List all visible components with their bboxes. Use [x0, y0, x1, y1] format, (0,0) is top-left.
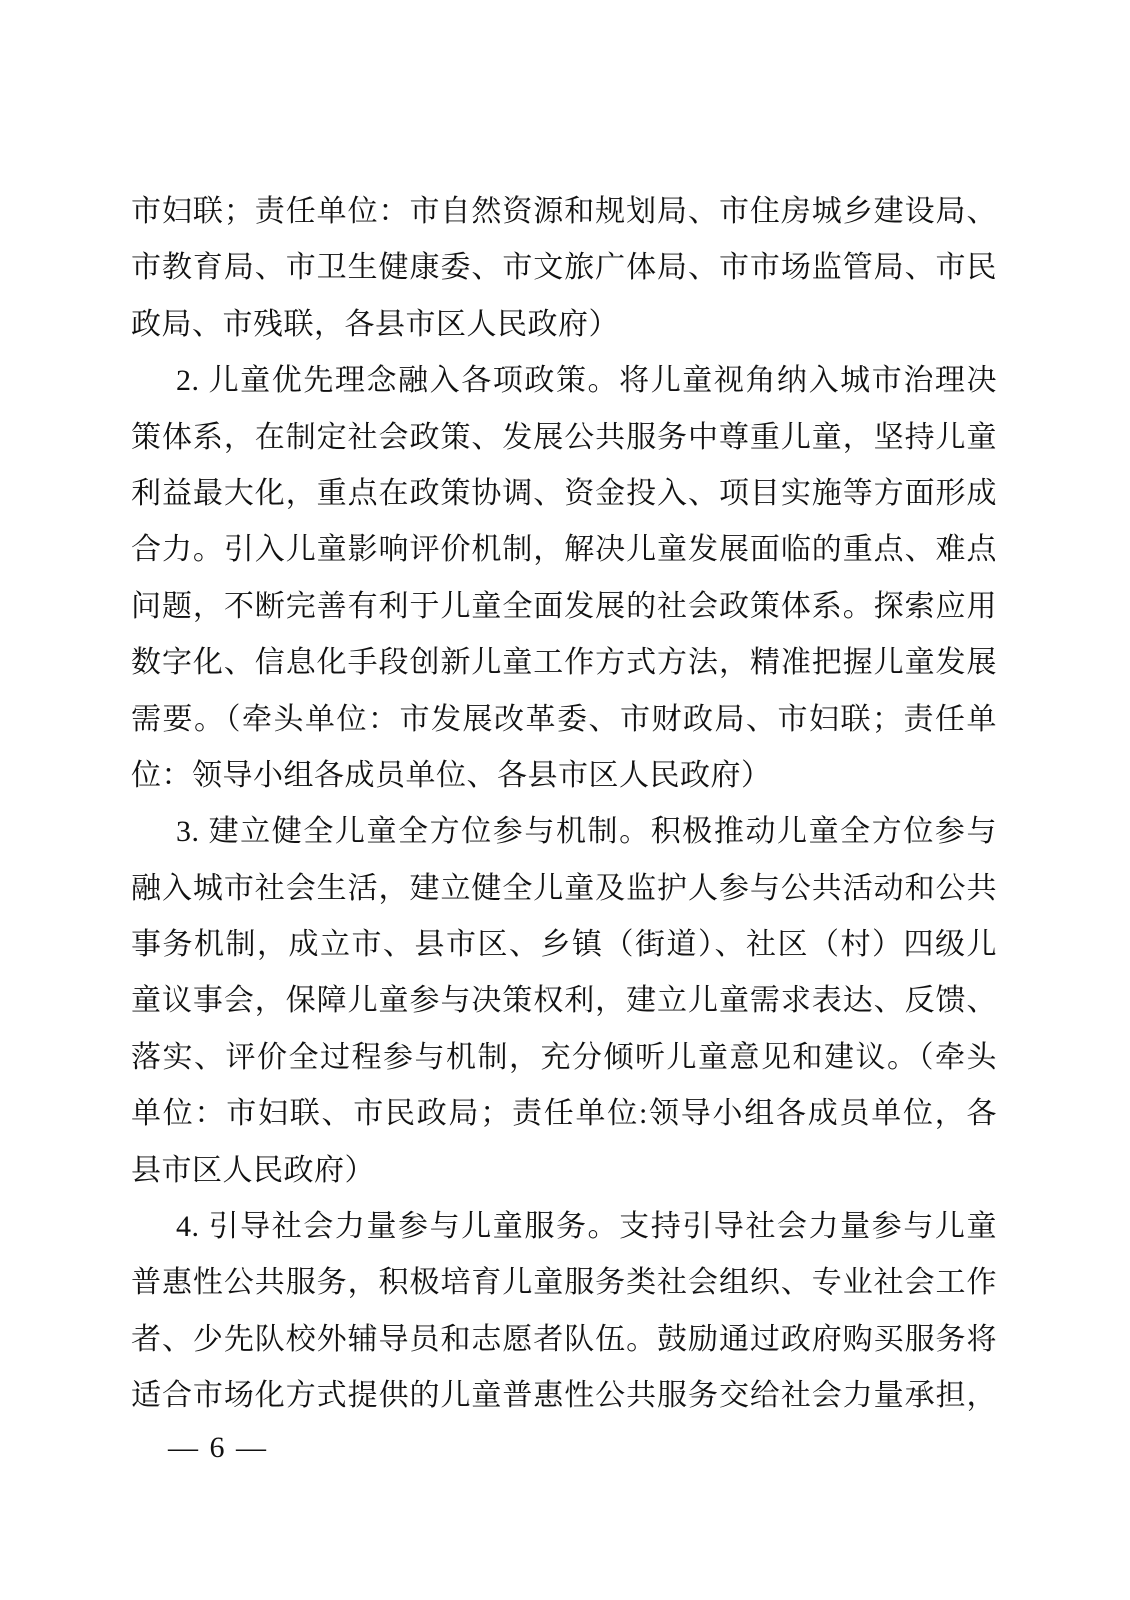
page-number: — 6 — — [168, 1431, 268, 1464]
document-line: 者、少先队校外辅导员和志愿者队伍。鼓励通过政府购买服务将 — [131, 1322, 997, 1356]
document-line: 市妇联；责任单位：市自然资源和规划局、市住房城乡建设局、 — [131, 195, 997, 228]
document-line: 数字化、信息化手段创新儿童工作方式方法，精准把握儿童发展 — [131, 646, 997, 680]
document-line-item-4: 4. 引导社会力量参与儿童服务。支持引导社会力量参与儿童 — [176, 1210, 997, 1244]
document-body — [131, 184, 997, 1425]
document-line: 利益最大化，重点在政策协调、资金投入、项目实施等方面形成 — [131, 476, 997, 510]
document-line: 策体系，在制定社会政策、发展公共服务中尊重儿童，坚持儿童 — [131, 420, 997, 454]
document-line: 融入城市社会生活，建立健全儿童及监护人参与公共活动和公共 — [131, 871, 997, 905]
document-line: 政局、市残联，各县市区人民政府） — [131, 307, 619, 341]
document-line: 县市区人民政府） — [131, 1153, 375, 1187]
document-line: 童议事会，保障儿童参与决策权利，建立儿童需求表达、反馈、 — [131, 984, 997, 1018]
document-line: 落实、评价全过程参与机制，充分倾听儿童意见和建议。（牵头 — [131, 1040, 997, 1074]
document-line: 需要。（牵头单位：市发展改革委、市财政局、市妇联；责任单 — [131, 702, 997, 736]
document-line-item-3: 3. 建立健全儿童全方位参与机制。积极推动儿童全方位参与 — [176, 815, 997, 849]
document-line: 问题，不断完善有利于儿童全面发展的社会政策体系。探索应用 — [131, 589, 997, 623]
document-line: 市教育局、市卫生健康委、市文旅广体局、市市场监管局、市民 — [131, 251, 997, 285]
document-line: 适合市场化方式提供的儿童普惠性公共服务交给社会力量承担， — [131, 1379, 997, 1413]
document-line: 单位：市妇联、市民政局；责任单位:领导小组各成员单位，各 — [131, 1097, 997, 1131]
document-line-item-2: 2. 儿童优先理念融入各项政策。将儿童视角纳入城市治理决 — [176, 364, 997, 398]
document-line: 合力。引入儿童影响评价机制，解决儿童发展面临的重点、难点 — [131, 533, 997, 567]
document-line: 事务机制，成立市、县市区、乡镇（街道）、社区（村）四级儿 — [131, 928, 997, 962]
document-line: 普惠性公共服务，积极培育儿童服务类社会组织、专业社会工作 — [131, 1266, 997, 1300]
document-line: 位：领导小组各成员单位、各县市区人民政府） — [131, 758, 772, 792]
